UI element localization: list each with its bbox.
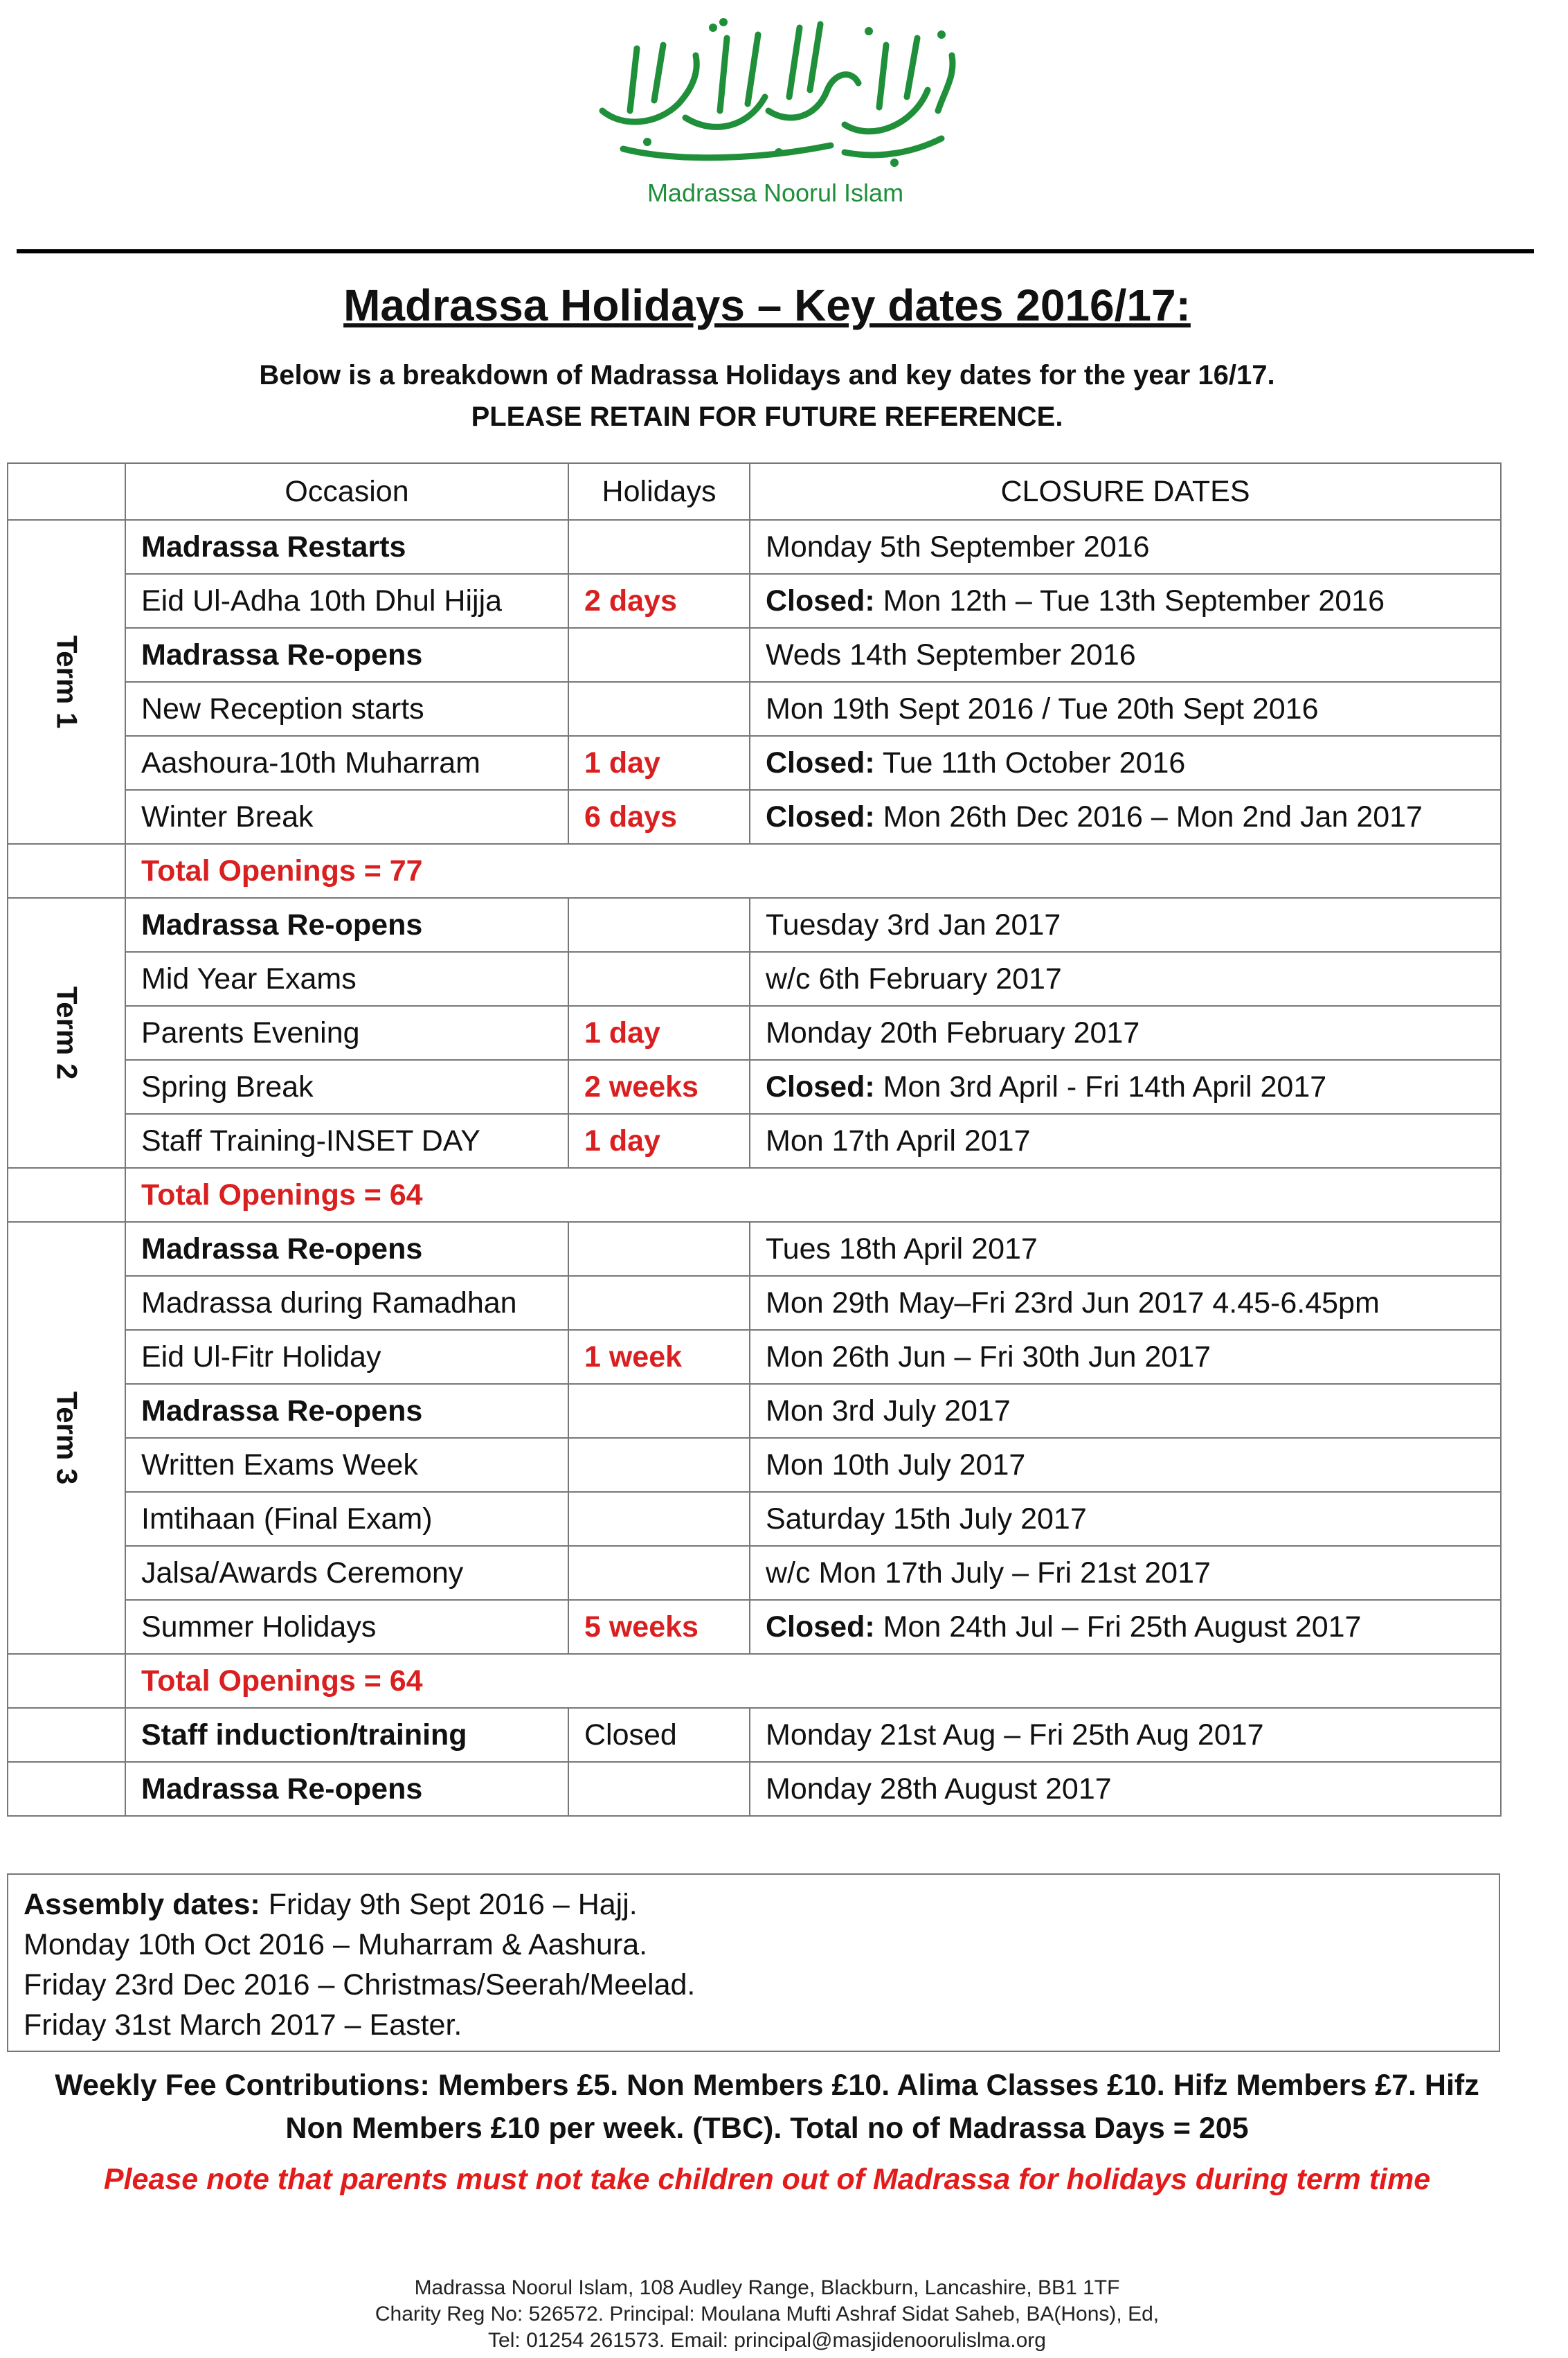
closure-date-cell	[750, 682, 1501, 736]
holidays-cell	[568, 1438, 750, 1492]
table-row	[8, 736, 1501, 790]
header-divider	[17, 249, 1534, 253]
closure-date-cell	[750, 574, 1501, 628]
table-row	[8, 1546, 1501, 1600]
holidays-cell	[568, 1762, 750, 1816]
closure-date-text: w/c 6th February 2017	[766, 962, 1062, 996]
table-row	[8, 1222, 1501, 1276]
occasion-cell: Madrassa during Ramadhan	[125, 1276, 568, 1330]
closure-date-text: Monday 5th September 2016	[766, 530, 1150, 564]
assembly-label: Assembly dates:	[24, 1888, 260, 1921]
closure-date-cell	[750, 1762, 1501, 1816]
table-row	[8, 1762, 1501, 1816]
holidays-cell: 1 week	[568, 1330, 750, 1384]
occasion-cell: Parents Evening	[125, 1006, 568, 1060]
assembly-line-4: Friday 31st March 2017 – Easter.	[24, 2008, 462, 2042]
closure-date-text: Mon 10th July 2017	[766, 1448, 1026, 1482]
holidays-cell: 1 day	[568, 736, 750, 790]
closure-date-text: Saturday 15th July 2017	[766, 1502, 1087, 1536]
closure-date-cell	[750, 898, 1501, 952]
table-row	[8, 1276, 1501, 1330]
closure-date-cell	[750, 1708, 1501, 1762]
table-row	[8, 1006, 1501, 1060]
occasion-cell: Madrassa Re-opens	[125, 898, 568, 952]
holidays-cell	[568, 1492, 750, 1546]
occasion-cell: Summer Holidays	[125, 1600, 568, 1654]
closure-date-cell	[750, 1330, 1501, 1384]
holidays-cell	[568, 520, 750, 574]
table-row	[8, 574, 1501, 628]
header-occasion: Occasion	[125, 463, 568, 520]
holidays-cell	[568, 682, 750, 736]
closed-prefix: Closed:	[766, 800, 875, 834]
subtitle-line-1: Below is a breakdown of Madrassa Holidays and key dates for the year 16/17.	[259, 360, 1275, 390]
occasion-cell: Mid Year Exams	[125, 952, 568, 1006]
footer-charity-info: Charity Reg No: 526572. Principal: Moulana Mufti Ashraf Sidat Saheb, BA(Hons), Ed,	[375, 2303, 1160, 2325]
total-openings: Total Openings = 77	[125, 844, 1501, 898]
holidays-cell: 1 day	[568, 1006, 750, 1060]
table-row	[8, 628, 1501, 682]
total-openings: Total Openings = 64	[125, 1654, 1501, 1708]
closure-date-cell	[750, 952, 1501, 1006]
closure-date-cell	[750, 790, 1501, 844]
closure-date-text: Mon 24th Jul – Fri 25th August 2017	[874, 1610, 1362, 1644]
holidays-cell: 2 weeks	[568, 1060, 750, 1114]
occasion-cell: Spring Break	[125, 1060, 568, 1114]
closure-date-text: Mon 26th Jun – Fri 30th Jun 2017	[766, 1340, 1211, 1374]
blank-cell	[8, 1708, 125, 1762]
table-row	[8, 1708, 1501, 1762]
table-row	[8, 790, 1501, 844]
holidays-cell	[568, 1384, 750, 1438]
occasion-cell: Eid Ul-Adha 10th Dhul Hijja	[125, 574, 568, 628]
table-row	[8, 1330, 1501, 1384]
holidays-cell: 6 days	[568, 790, 750, 844]
closure-date-text: Mon 19th Sept 2016 / Tue 20th Sept 2016	[766, 692, 1319, 726]
closure-date-cell	[750, 1492, 1501, 1546]
total-openings-row	[8, 844, 1501, 898]
term-label-cell	[8, 898, 125, 1168]
closure-date-cell	[750, 736, 1501, 790]
table-body	[8, 520, 1501, 1816]
closure-date-cell	[750, 1006, 1501, 1060]
table-row	[8, 898, 1501, 952]
holidays-cell: 2 days	[568, 574, 750, 628]
table-row	[8, 520, 1501, 574]
occasion-cell: Winter Break	[125, 790, 568, 844]
closure-date-text: Mon 17th April 2017	[766, 1124, 1031, 1158]
occasion-cell: Madrassa Re-opens	[125, 628, 568, 682]
occasion-cell: Madrassa Restarts	[125, 520, 568, 574]
holidays-cell: 5 weeks	[568, 1600, 750, 1654]
footer-address: Madrassa Noorul Islam, 108 Audley Range, Blackburn, Lancashire, BB1 1TF	[414, 2276, 1120, 2299]
occasion-cell: Imtihaan (Final Exam)	[125, 1492, 568, 1546]
calligraphy-logo-icon	[582, 7, 969, 180]
occasion-cell: Aashoura-10th Muharram	[125, 736, 568, 790]
subtitle-line-2: PLEASE RETAIN FOR FUTURE REFERENCE.	[471, 402, 1063, 432]
holidays-cell	[568, 1276, 750, 1330]
closure-date-text: Mon 26th Dec 2016 – Mon 2nd Jan 2017	[874, 800, 1423, 834]
header-closure-dates: CLOSURE DATES	[750, 463, 1501, 520]
blank-cell	[8, 1762, 125, 1816]
total-openings: Total Openings = 64	[125, 1168, 1501, 1222]
closure-date-cell	[750, 1384, 1501, 1438]
closure-date-cell	[750, 1060, 1501, 1114]
holidays-cell: 1 day	[568, 1114, 750, 1168]
holidays-cell	[568, 628, 750, 682]
assembly-dates-box	[7, 1873, 1500, 2052]
table-row	[8, 1384, 1501, 1438]
assembly-first-date: Friday 9th Sept 2016 – Hajj.	[260, 1888, 638, 1921]
fee-contributions-line-2: Non Members £10 per week. (TBC). Total no of Madrassa Days = 205	[285, 2112, 1249, 2145]
table-row	[8, 1060, 1501, 1114]
footer-contact: Tel: 01254 261573. Email: principal@masjidenoorulislma.org	[488, 2329, 1046, 2352]
closed-prefix: Closed:	[766, 1070, 875, 1104]
holidays-cell	[568, 1546, 750, 1600]
closure-date-text: Tues 18th April 2017	[766, 1232, 1038, 1266]
header-blank-cell	[8, 463, 125, 520]
closure-date-text: Mon 12th – Tue 13th September 2016	[874, 584, 1385, 618]
closure-date-text: Weds 14th September 2016	[766, 638, 1136, 672]
closed-prefix: Closed:	[766, 584, 875, 618]
closure-date-text: Tue 11th October 2016	[874, 746, 1186, 780]
term-label-cell	[8, 520, 125, 844]
closure-date-cell	[750, 628, 1501, 682]
closure-date-text: Tuesday 3rd Jan 2017	[766, 908, 1061, 942]
occasion-cell: Jalsa/Awards Ceremony	[125, 1546, 568, 1600]
table-row	[8, 1438, 1501, 1492]
closure-date-text: Mon 3rd April - Fri 14th April 2017	[874, 1070, 1327, 1104]
occasion-cell: New Reception starts	[125, 682, 568, 736]
closed-prefix: Closed:	[766, 1610, 875, 1644]
closure-date-cell	[750, 1600, 1501, 1654]
closure-date-text: Mon 29th May–Fri 23rd Jun 2017 4.45-6.45pm	[766, 1286, 1380, 1320]
closed-prefix: Closed:	[766, 746, 875, 780]
key-dates-table	[7, 462, 1502, 1817]
term-time-notice: Please note that parents must not take children out of Madrassa for holidays during term time	[103, 2163, 1431, 2196]
occasion-cell: Written Exams Week	[125, 1438, 568, 1492]
assembly-line-3: Friday 23rd Dec 2016 – Christmas/Seerah/Meelad.	[24, 1968, 696, 2001]
table-row	[8, 682, 1501, 736]
assembly-line-2: Monday 10th Oct 2016 – Muharram & Aashura.	[24, 1928, 648, 1961]
blank-cell	[8, 1654, 125, 1708]
term-label: Term 1	[51, 635, 83, 728]
blank-cell	[8, 844, 125, 898]
occasion-cell: Staff induction/training	[125, 1708, 568, 1762]
occasion-cell: Madrassa Re-opens	[125, 1222, 568, 1276]
closure-date-cell	[750, 1546, 1501, 1600]
closure-date-cell	[750, 1438, 1501, 1492]
total-openings-row	[8, 1654, 1501, 1708]
occasion-cell: Staff Training-INSET DAY	[125, 1114, 568, 1168]
table-header-row	[8, 463, 1501, 520]
assembly-line-1	[24, 1884, 1499, 1925]
closure-date-cell	[750, 520, 1501, 574]
logo-caption: Madrassa Noorul Islam	[647, 179, 904, 207]
closure-date-cell	[750, 1114, 1501, 1168]
term-label-cell	[8, 1222, 125, 1654]
fee-contributions-line-1: Weekly Fee Contributions: Members £5. Non Members £10. Alima Classes £10. Hifz Members £7. Hifz	[55, 2069, 1479, 2102]
page-title: Madrassa Holidays – Key dates 2016/17:	[343, 280, 1191, 330]
table-row	[8, 1492, 1501, 1546]
closure-date-cell	[750, 1276, 1501, 1330]
occasion-cell: Madrassa Re-opens	[125, 1384, 568, 1438]
closure-date-text: w/c Mon 17th July – Fri 21st 2017	[766, 1556, 1211, 1590]
table-row	[8, 1600, 1501, 1654]
header-holidays: Holidays	[568, 463, 750, 520]
closure-date-text: Monday 20th February 2017	[766, 1016, 1140, 1050]
closure-date-text: Mon 3rd July 2017	[766, 1394, 1011, 1428]
table-row	[8, 1114, 1501, 1168]
term-label: Term 2	[51, 986, 83, 1079]
occasion-cell: Madrassa Re-opens	[125, 1762, 568, 1816]
holidays-cell: Closed	[568, 1708, 750, 1762]
table-row	[8, 952, 1501, 1006]
occasion-cell: Eid Ul-Fitr Holiday	[125, 1330, 568, 1384]
madrassa-logo	[582, 7, 969, 208]
closure-date-cell	[750, 1222, 1501, 1276]
closure-date-text: Monday 21st Aug – Fri 25th Aug 2017	[766, 1718, 1264, 1752]
closure-date-text: Monday 28th August 2017	[766, 1772, 1112, 1806]
total-openings-row	[8, 1168, 1501, 1222]
holidays-cell	[568, 952, 750, 1006]
holidays-cell	[568, 1222, 750, 1276]
holidays-cell	[568, 898, 750, 952]
term-label: Term 3	[51, 1391, 83, 1484]
blank-cell	[8, 1168, 125, 1222]
